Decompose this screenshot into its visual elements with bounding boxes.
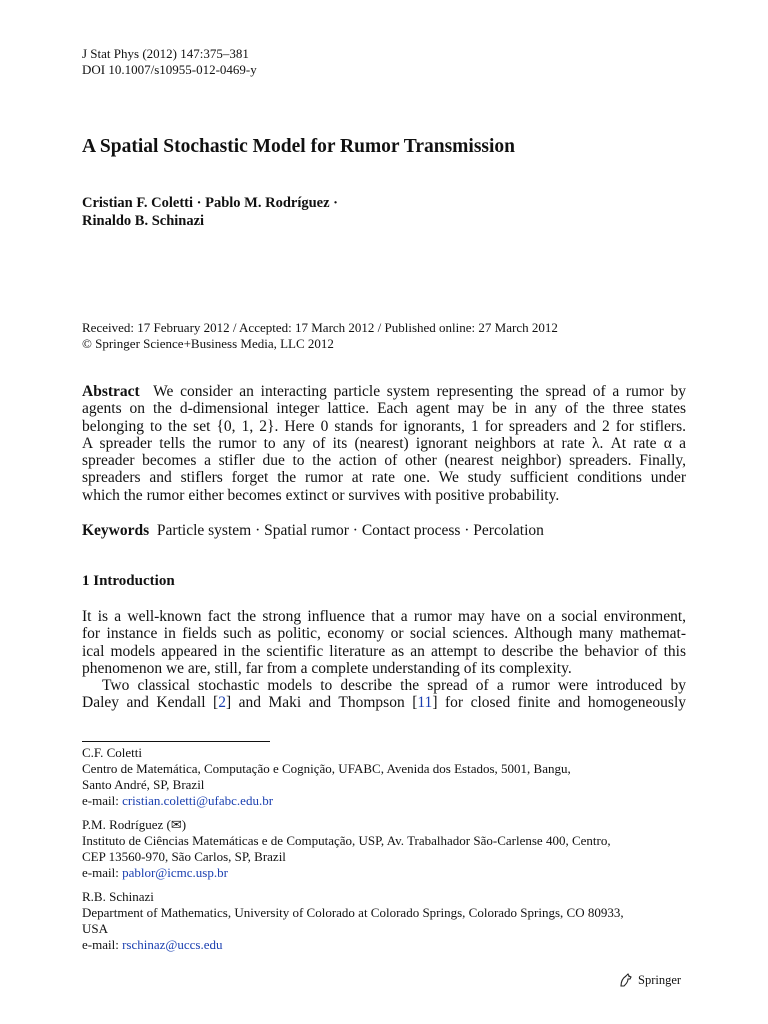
section-heading-introduction: 1 Introduction bbox=[82, 573, 175, 589]
email-link[interactable]: cristian.coletti@ufabc.edu.br bbox=[122, 793, 274, 808]
author-list bbox=[82, 194, 338, 230]
intro-line: ical models appeared in the scientific literature as an attempt to describe the behavior of this bbox=[82, 642, 686, 660]
springer-horse-icon bbox=[618, 972, 634, 988]
received-accepted-dates: Received: 17 February 2012 / Accepted: 17 March 2012 / Published online: 27 March 2012 bbox=[82, 320, 558, 335]
affiliation-address: USA bbox=[82, 921, 109, 936]
affiliation-address: Centro de Matemática, Computação e Cognição, UFABC, Avenida dos Estados, 5001, Bangu, bbox=[82, 761, 571, 776]
abstract-line: spreader becomes a stifler due to the action of other (nearest neighbor) spreaders. Finally, bbox=[82, 452, 686, 470]
intro-line: Daley and Kendall [2] and Maki and Thompson [11] for closed finite and homogeneously bbox=[82, 694, 686, 712]
affiliation-name: C.F. Coletti bbox=[82, 745, 142, 760]
abstract-label: Abstract bbox=[82, 383, 140, 400]
abstract-line: agents on the d-dimensional integer lattice. Each agent may be in any of the three states bbox=[82, 400, 686, 418]
affiliation-address: Department of Mathematics, University of Colorado at Colorado Springs, Colorado Springs, CO 80933, bbox=[82, 905, 624, 920]
running-header bbox=[82, 46, 257, 78]
abstract bbox=[82, 383, 686, 504]
paper-title: A Spatial Stochastic Model for Rumor Transmission bbox=[82, 136, 516, 157]
affiliation-schinazi bbox=[82, 889, 624, 953]
email-link[interactable]: rschinaz@uccs.edu bbox=[122, 937, 223, 952]
abstract-line: Abstract We consider an interacting particle system representing the spread of a rumor by bbox=[82, 383, 686, 400]
affiliation-address: Instituto de Ciências Matemáticas e de Computação, USP, Av. Trabalhador São-Carlense 400, Centro, bbox=[82, 833, 611, 848]
abstract-line: A spreader tells the rumor to any of its (nearest) ignorant neighbors at rate λ. At rate α a bbox=[82, 434, 686, 452]
journal-citation: J Stat Phys (2012) 147:375–381 bbox=[82, 46, 249, 61]
authors-line-2: Rinaldo B. Schinazi bbox=[82, 213, 205, 229]
affiliation-email-line: e-mail: cristian.coletti@ufabc.edu.br bbox=[82, 793, 274, 808]
affiliation-coletti bbox=[82, 745, 571, 809]
publisher-name: Springer bbox=[638, 972, 682, 987]
citation-link-2[interactable]: 2 bbox=[218, 694, 226, 712]
abstract-line: which the rumor either becomes extinct or survives with positive probability. bbox=[82, 486, 560, 504]
keywords bbox=[82, 522, 686, 539]
abstract-line: spreaders and stiflers forget the rumor at rate one. We study sufficient conditions under bbox=[82, 469, 686, 487]
email-link[interactable]: pablor@icmc.usp.br bbox=[122, 865, 228, 880]
affiliation-address: Santo André, SP, Brazil bbox=[82, 777, 205, 792]
footnote-divider bbox=[82, 741, 270, 742]
affiliation-email-line: e-mail: pablor@icmc.usp.br bbox=[82, 865, 228, 880]
copyright-notice: © Springer Science+Business Media, LLC 2012 bbox=[82, 336, 334, 351]
publication-history bbox=[82, 320, 558, 352]
affiliation-name: P.M. Rodríguez (✉) bbox=[82, 817, 187, 832]
authors-line-1: Cristian F. Coletti · Pablo M. Rodríguez · bbox=[82, 195, 339, 211]
intro-line: for instance in fields such as politic, economy or social sciences. Although many mathemat- bbox=[82, 625, 686, 643]
intro-line: It is a well-known fact the strong influence that a rumor may have on a social environment, bbox=[82, 608, 686, 625]
introduction-body bbox=[82, 608, 686, 712]
doi: DOI 10.1007/s10955-012-0469-y bbox=[82, 62, 257, 77]
affiliation-name: R.B. Schinazi bbox=[82, 889, 154, 904]
affiliation-address: CEP 13560-970, São Carlos, SP, Brazil bbox=[82, 849, 286, 864]
affiliation-rodriguez bbox=[82, 817, 611, 881]
citation-link-11[interactable]: 11 bbox=[417, 694, 433, 712]
keywords-text: Particle system · Spatial rumor · Contact process · Percolation bbox=[156, 522, 544, 539]
publisher-footer bbox=[618, 971, 681, 989]
affiliation-email-line: e-mail: rschinaz@uccs.edu bbox=[82, 937, 223, 952]
keywords-label: Keywords bbox=[82, 522, 150, 539]
abstract-line: belonging to the set {0, 1, 2}. Here 0 stands for ignorants, 1 for spreaders and 2 for stiflers. bbox=[82, 417, 686, 435]
intro-line: phenomenon we are, still, far from a complete understanding of its complexity. bbox=[82, 659, 572, 677]
intro-line: Two classical stochastic models to describe the spread of a rumor were introduced by bbox=[102, 677, 686, 695]
